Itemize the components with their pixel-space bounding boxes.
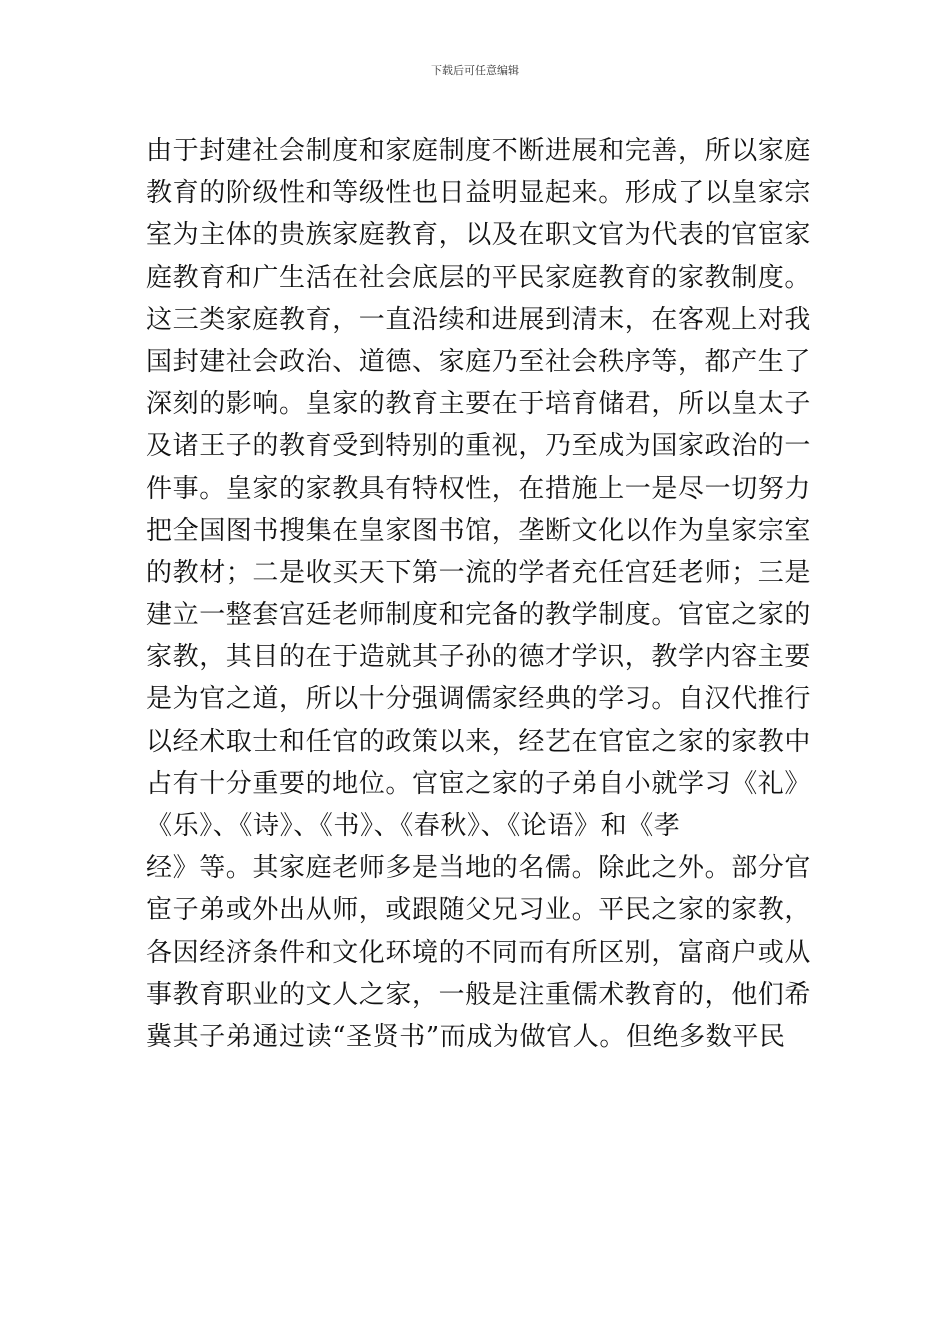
text-line: 室为主体的贵族家庭教育，以及在职文官为代表的官宦家 (146, 220, 812, 251)
text-line: 占有十分重要的地位。官宦之家的子弟自小就学习《礼》 (146, 768, 812, 799)
text-line: 深刻的影响。皇家的教育主要在于培育储君，所以皇太子 (146, 389, 812, 420)
text-line: 经》等。其家庭老师多是当地的名儒。除此之外。部分官 (146, 853, 812, 884)
text-line: 把全国图书搜集在皇家图书馆，垄断文化以作为皇家宗室 (146, 515, 812, 546)
text-line: 建立一整套宫廷老师制度和完备的教学制度。官宦之家的 (146, 600, 812, 631)
text-line: 家教，其目的在于造就其子孙的德才学识，教学内容主要 (146, 642, 812, 673)
text-line: 件事。皇家的家教具有特权性，在措施上一是尽一切努力 (146, 473, 812, 504)
text-line: 这三类家庭教育，一直沿续和进展到清末，在客观上对我 (146, 304, 812, 335)
text-line: 国封建社会政治、道德、家庭乃至社会秩序等，都产生了 (146, 346, 812, 377)
page-header: 下载后可任意编辑 (431, 64, 519, 77)
text-line: 宦子弟或外出从师，或跟随父兄习业。平民之家的家教， (146, 895, 812, 926)
text-line: 是为官之道，所以十分强调儒家经典的学习。自汉代推行 (146, 684, 812, 715)
text-line: 《乐》、《诗》、《书》、《春秋》、《论语》和《孝 (146, 811, 681, 841)
text-line: 冀其子弟通过读“圣贤书”而成为做官人。但绝多数平民 (146, 1021, 786, 1052)
text-line: 各因经济条件和文化环境的不同而有所区别，富商户或从 (146, 937, 812, 968)
text-line: 及诸王子的教育受到特别的重视，乃至成为国家政治的一 (146, 431, 812, 462)
text-line: 庭教育和广生活在社会底层的平民家庭教育的家教制度。 (146, 262, 812, 293)
document-body (146, 130, 818, 1058)
text-line: 以经术取士和任官的政策以来，经艺在官宦之家的家教中 (146, 726, 812, 757)
text-line: 事教育职业的文人之家，一般是注重儒术教育的，他们希 (146, 979, 812, 1010)
text-line: 的教材；二是收买天下第一流的学者充任宫廷老师；三是 (146, 557, 812, 588)
text-line: 由于封建社会制度和家庭制度不断进展和完善，所以家庭 (146, 136, 812, 166)
text-line: 教育的阶级性和等级性也日益明显起来。形成了以皇家宗 (146, 178, 812, 209)
